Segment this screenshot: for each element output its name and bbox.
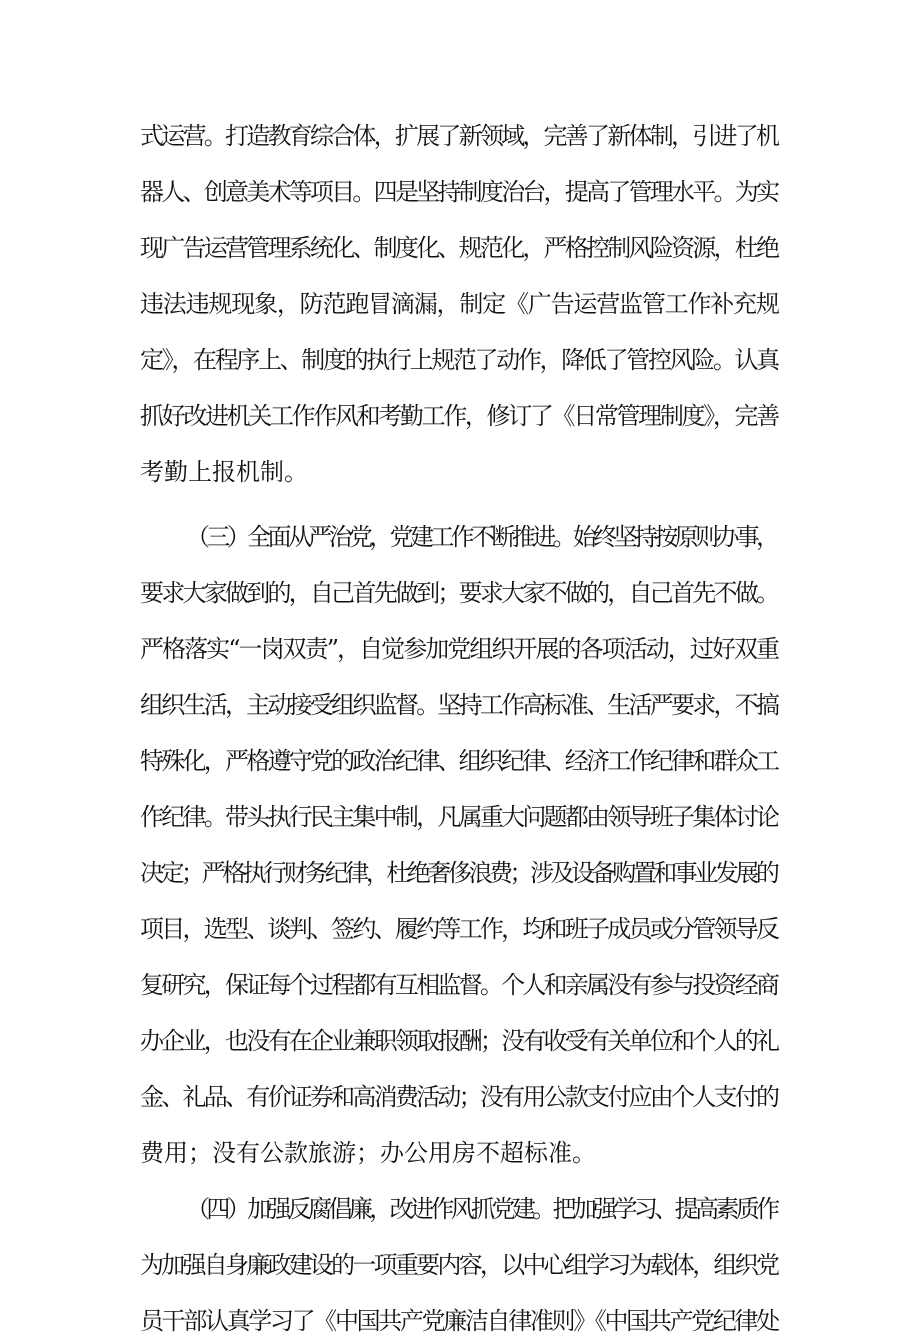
paragraph-line: 违法违规现象，防范跑冒滴漏，制定《广告运营监管工作补充规 (140, 290, 779, 318)
paragraph-line: 要求大家做到的，自己首先做到；要求大家不做的，自己首先不做。 (140, 579, 778, 607)
paragraph-line: 严格落实“一岗双责”，自觉参加党组织开展的各项活动，过好双重 (140, 635, 779, 663)
paragraph-line: 考勤上报机制。 (140, 458, 308, 486)
paragraph-line: 抓好改进机关工作作风和考勤工作，修订了《日常管理制度》，完善 (140, 402, 778, 430)
paragraph-line: 定》，在程序上、制度的执行上规范了动作，降低了管控风险。认真 (140, 346, 778, 374)
paragraph-line: 复研究，保证每个过程都有互相监督。个人和亲属没有参与投资经商 (140, 971, 778, 999)
section-3-first-line: （三）全面从严治党，党建工作不断推进。始终坚持按原则办事， (186, 523, 777, 551)
paragraph-line: 式运营。打造教育综合体，扩展了新领域，完善了新体制，引进了机 (140, 122, 778, 150)
paragraph-line: 决定；严格执行财务纪律，杜绝奢侈浪费；涉及设备购置和事业发展的 (140, 859, 777, 887)
paragraph-line: 特殊化，严格遵守党的政治纪律、组织纪律、经济工作纪律和群众工 (140, 747, 778, 775)
paragraph-line: 员干部认真学习了《中国共产党廉洁自律准则》《中国共产党纪律处 (140, 1307, 778, 1335)
paragraph-line: 器人、创意美术等项目。四是坚持制度治台，提高了管理水平。为实 (140, 178, 778, 206)
paragraph-line: 现广告运营管理系统化、制度化、规范化，严格控制风险资源，杜绝 (140, 234, 778, 262)
paragraph-line: 办企业，也没有在企业兼职领取报酬；没有收受有关单位和个人的礼 (140, 1027, 778, 1055)
paragraph-line: 项目，选型、谈判、签约、履约等工作，均和班子成员或分管领导反 (140, 915, 778, 943)
paragraph-line: 组织生活，主动接受组织监督。坚持工作高标准、生活严要求，不搞 (140, 691, 778, 719)
paragraph-line: 作纪律。带头执行民主集中制，凡属重大问题都由领导班子集体讨论 (140, 803, 778, 831)
paragraph-line: 金、礼品、有价证券和高消费活动；没有用公款支付应由个人支付的 (140, 1083, 778, 1111)
paragraph-line: 为加强自身廉政建设的一项重要内容，以中心组学习为载体，组织党 (140, 1251, 778, 1279)
paragraph-line: 费用；没有公款旅游；办公用房不超标准。 (140, 1139, 596, 1167)
section-4-first-line: （四）加强反腐倡廉，改进作风抓党建。把加强学习、提高素质作 (186, 1195, 777, 1223)
